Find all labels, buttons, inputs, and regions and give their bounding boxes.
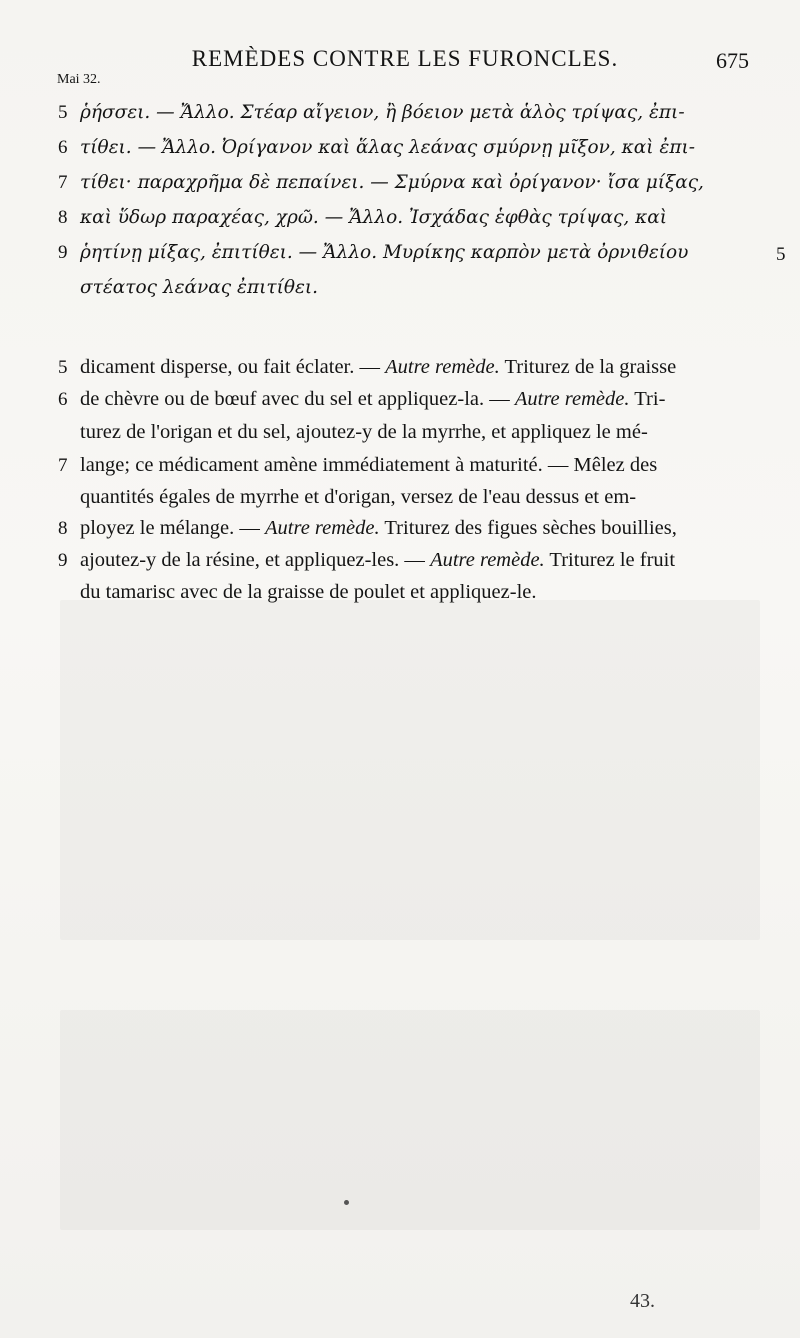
bleed-through-area <box>60 600 760 940</box>
french-line <box>58 352 758 382</box>
page-number: 675 <box>716 48 749 73</box>
line-text: τίθει· παραχρῆμα δὲ πεπαίνει. — Σμύρνα καὶ ὀρίγανον· ἴσα μίξας, <box>80 172 704 193</box>
line-number: 8 <box>58 518 68 539</box>
bleed-through-notes-area <box>60 1010 760 1230</box>
line-text: στέατος λεάνας ἐπιτίθει. <box>80 277 319 298</box>
line-text: de chèvre ou de bœuf avec du sel et appliquez-la. — Autre remède. Tri- <box>80 388 666 410</box>
line-number: 7 <box>58 455 68 476</box>
running-head-title: REMÈDES CONTRE LES FURONCLES. <box>191 46 619 71</box>
french-line <box>58 513 758 543</box>
line-text: dicament disperse, ou fait éclater. — Autre remède. Triturez de la graisse <box>80 356 677 378</box>
french-line <box>58 417 758 447</box>
line-number: 5 <box>58 357 68 378</box>
line-text: quantités égales de myrrhe et d'origan, versez de l'eau dessus et em- <box>80 486 637 508</box>
line-number: 8 <box>58 207 68 228</box>
greek-line <box>58 273 758 303</box>
line-number: 9 <box>58 550 68 571</box>
ink-spot <box>344 1200 349 1205</box>
marginal-reference: Mai 32. <box>57 72 101 87</box>
greek-line <box>58 133 758 163</box>
line-text: lange; ce médicament amène immédiatement à maturité. — Mêlez des <box>80 454 658 476</box>
greek-line <box>58 203 758 233</box>
signature-mark: 43. <box>630 1290 655 1312</box>
french-line <box>58 450 758 480</box>
line-text: ajoutez-y de la résine, et appliquez-les. — Autre remède. Triturez le fruit <box>80 549 676 571</box>
line-text: καὶ ὕδωρ παραχέας, χρῶ. — Ἄλλο. Ἰσχάδας ἑφθὰς τρίψας, καὶ <box>80 207 667 228</box>
line-text: τίθει. — Ἄλλο. Ὀρίγανον καὶ ἅλας λεάνας σμύρνῃ μῖξον, καὶ ἐπι- <box>80 137 696 158</box>
french-line <box>58 545 758 575</box>
french-line <box>58 384 758 414</box>
line-number: 9 <box>58 242 68 263</box>
french-line <box>58 482 758 512</box>
line-text: ῥήσσει. — Ἄλλο. Στέαρ αἴγειον, ἢ βόειον μετὰ ἁλὸς τρίψας, ἐπι- <box>80 102 685 123</box>
line-number: 6 <box>58 389 68 410</box>
line-text: turez de l'origan et du sel, ajoutez-y de la myrrhe, et appliquez le mé- <box>80 421 648 443</box>
greek-line <box>58 168 758 198</box>
greek-line <box>58 98 758 128</box>
greek-line <box>58 238 758 268</box>
line-number: 5 <box>58 102 68 123</box>
right-margin-line-number: 5 <box>776 244 786 265</box>
line-number: 6 <box>58 137 68 158</box>
line-text: du tamarisc avec de la graisse de poulet et appliquez-le. <box>80 581 537 603</box>
line-text: ῥητίνῃ μίξας, ἐπιτίθει. — Ἄλλο. Μυρίκης καρπὸν μετὰ ὀρνιθείου <box>80 242 689 263</box>
line-number: 7 <box>58 172 68 193</box>
line-text: ployez le mélange. — Autre remède. Triturez des figues sèches bouillies, <box>80 517 677 539</box>
